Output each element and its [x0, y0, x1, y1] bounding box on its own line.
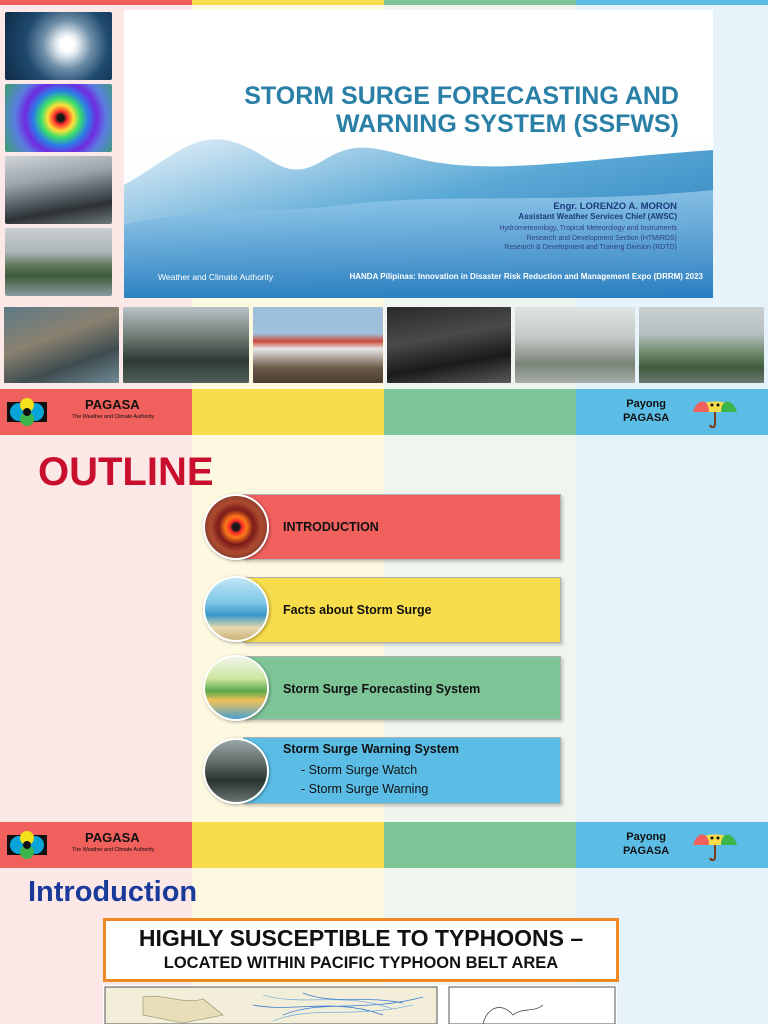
title-slide	[0, 5, 768, 301]
body-bags-photo	[387, 307, 511, 383]
pagasa-logo-icon	[7, 396, 47, 428]
wave-graphic	[124, 10, 713, 298]
umbrella-icon	[691, 827, 739, 863]
typhoon-track-maps	[103, 985, 617, 1024]
title-hero	[124, 10, 713, 298]
outline-item-introduction[interactable]	[203, 494, 561, 562]
outline-title: OUTLINE	[38, 450, 214, 494]
author-section-2: Research and Development Section (HTMIRDS)	[526, 234, 677, 242]
outline-subitem-watch: - Storm Surge Watch	[301, 763, 418, 777]
introduction-title: Introduction	[28, 876, 198, 908]
typhoon-track-map-graphic	[103, 985, 617, 1024]
pagasa-header-bar	[0, 389, 768, 435]
pagasa-header-bar-2	[0, 822, 768, 868]
outline-item-facts[interactable]	[203, 576, 561, 644]
typhoon-circle-icon	[203, 494, 269, 560]
storm-surge-waves-image	[5, 156, 112, 224]
pagasa-name: PAGASA	[85, 830, 140, 845]
banner-line-2: LOCATED WITHIN PACIFIC TYPHOON BELT AREA	[163, 954, 559, 972]
pagasa-name: PAGASA	[85, 397, 140, 412]
typhoon-belt-banner	[103, 918, 619, 982]
author-block	[499, 202, 677, 253]
flooded-trees-photo	[123, 307, 249, 383]
stranded-ship-photo	[253, 307, 383, 383]
outline-item-label: Storm Surge Forecasting System	[283, 682, 481, 696]
pagasa-tagline: The Weather and Climate Authority	[72, 414, 155, 420]
outline-item-warning[interactable]	[203, 737, 561, 805]
thumbnail-column	[5, 12, 112, 300]
umbrella-icon	[691, 394, 739, 430]
storm-palms-photo	[639, 307, 764, 383]
satellite-typhoon-image	[5, 12, 112, 80]
coastal-scene-circle-icon	[203, 655, 269, 721]
footer-left: Weather and Climate Authority	[158, 272, 274, 282]
presentation-title: STORM SURGE FORECASTING AND WARNING SYSTEM (SSFWS)	[244, 82, 679, 138]
infrared-typhoon-image	[5, 84, 112, 152]
outline-item-label: INTRODUCTION	[283, 520, 379, 534]
footer-right: HANDA Pilipinas: Innovation in Disaster Risk Reduction and Management Expo (DRRM) 2023	[349, 272, 703, 281]
author-name: Engr. LORENZO A. MORON	[553, 201, 677, 212]
aerial-debris-photo	[4, 307, 119, 383]
outline-item-label: Storm Surge Warning System	[283, 742, 459, 756]
payong-pagasa-label: Payong PAGASA	[623, 398, 670, 424]
author-section-1: Hydrometeorology, Tropical Meteorology and Instruments	[499, 225, 677, 232]
pagasa-logo-icon	[7, 829, 47, 861]
payong-pagasa-label: Payong PAGASA	[623, 831, 670, 857]
flooded-coast-image	[5, 228, 112, 296]
banner-line-1: HIGHLY SUSCEPTIBLE TO TYPHOONS –	[138, 925, 584, 951]
wave-circle-icon	[203, 576, 269, 642]
author-division: Research & Development and Training Division (RDTD)	[504, 244, 677, 251]
fallen-poles-photo	[515, 307, 635, 383]
outline-item-label: Facts about Storm Surge	[283, 603, 432, 617]
outline-item-forecasting[interactable]	[203, 655, 561, 723]
pagasa-tagline: The Weather and Climate Authority	[72, 847, 155, 853]
flood-circle-icon	[203, 738, 269, 804]
outline-subitem-warning: - Storm Surge Warning	[301, 782, 429, 796]
author-role: Assistant Weather Services Chief (AWSC)	[518, 211, 677, 221]
disaster-photo-row	[0, 307, 768, 383]
top-color-strip	[0, 0, 768, 5]
